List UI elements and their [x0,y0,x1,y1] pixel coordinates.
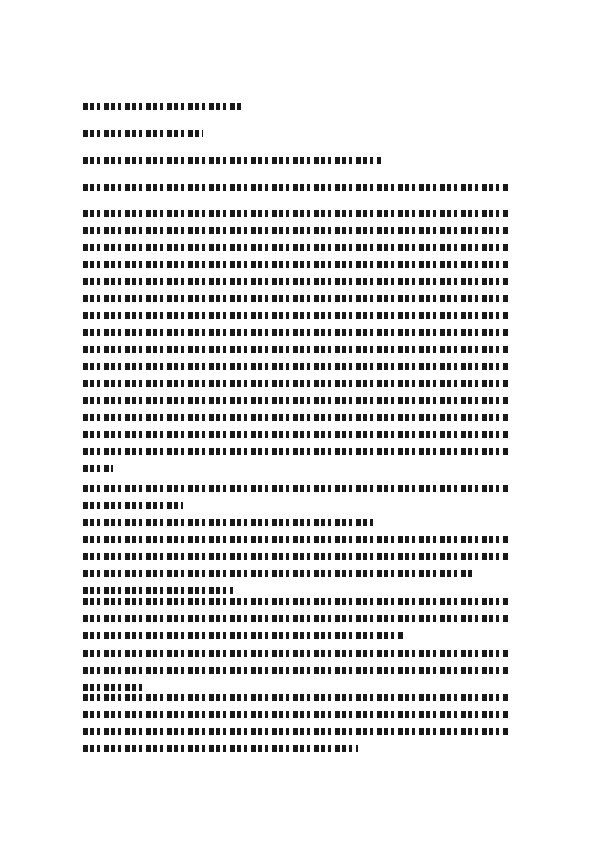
text-line-text [83,210,84,211]
text-line-text [83,278,84,279]
text-line-ink [83,312,508,319]
text-line [83,587,233,594]
text-line-ink [83,570,473,577]
text-line [83,728,508,735]
text-line-text [83,587,84,588]
text-line [83,431,508,438]
text-line-ink [83,184,508,191]
text-line [83,329,508,336]
text-line-ink [83,431,508,438]
text-line [83,103,243,110]
text-line-ink [83,519,373,526]
text-line-ink [83,632,403,639]
text-line-ink [83,728,508,735]
text-line [83,363,508,370]
text-line [83,448,508,455]
text-line [83,278,508,285]
text-line-text [83,431,84,432]
text-line-text [83,745,84,746]
text-line-ink [83,536,508,543]
text-line-ink [83,587,233,594]
text-line-ink [83,295,508,302]
text-line-text [83,465,84,466]
text-line-text [83,261,84,262]
text-line [83,210,508,217]
text-line-text [83,227,84,228]
text-line-ink [83,485,508,492]
text-line [83,130,203,137]
text-line [83,312,508,319]
text-line-ink [83,380,508,387]
text-line [83,261,508,268]
text-line-text [83,184,84,185]
text-line-ink [83,227,508,234]
text-line-text [83,130,84,131]
text-line-text [83,519,84,520]
text-line-text [83,157,84,158]
text-line [83,519,373,526]
text-line-ink [83,414,508,421]
text-line-text [83,650,84,651]
text-line-text [83,380,84,381]
text-line-ink [83,448,508,455]
text-line-text [83,329,84,330]
text-line-ink [83,667,508,674]
text-line-text [83,694,84,695]
text-line [83,536,508,543]
text-line [83,711,508,718]
text-line [83,502,183,509]
text-line [83,397,508,404]
text-line-text [83,244,84,245]
text-line-ink [83,650,508,657]
text-line-text [83,598,84,599]
text-line [83,414,508,421]
text-line-ink [83,745,358,752]
text-line [83,553,508,560]
text-line-ink [83,130,203,137]
text-line [83,184,508,191]
text-line-text [83,502,84,503]
text-line [83,157,381,164]
text-line-text [83,684,84,685]
text-line [83,598,508,605]
text-line-ink [83,502,183,509]
text-line [83,632,403,639]
text-line-text [83,295,84,296]
text-line-ink [83,346,508,353]
text-line-ink [83,694,508,701]
text-line-text [83,536,84,537]
text-line [83,745,358,752]
text-line-text [83,711,84,712]
text-line-ink [83,363,508,370]
text-line-ink [83,210,508,217]
text-line-text [83,570,84,571]
text-line [83,227,508,234]
text-line-text [83,397,84,398]
text-line [83,244,508,251]
text-line-ink [83,684,143,691]
text-line [83,485,508,492]
text-line-text [83,103,84,104]
text-line-text [83,553,84,554]
text-line-text [83,312,84,313]
text-line [83,465,113,472]
text-line-ink [83,103,243,110]
text-line [83,615,508,622]
text-line-ink [83,157,381,164]
text-line [83,667,508,674]
text-line [83,650,508,657]
text-line-ink [83,278,508,285]
text-line-text [83,615,84,616]
text-line [83,346,508,353]
text-line-text [83,363,84,364]
text-line-ink [83,553,508,560]
text-line-text [83,667,84,668]
text-line-text [83,485,84,486]
text-line-ink [83,711,508,718]
text-line-ink [83,615,508,622]
text-line-text [83,448,84,449]
text-line [83,570,473,577]
text-line-text [83,346,84,347]
text-line-ink [83,397,508,404]
text-line-ink [83,598,508,605]
text-line-ink [83,261,508,268]
text-line-ink [83,244,508,251]
text-line-text [83,728,84,729]
text-line [83,380,508,387]
text-line [83,684,143,691]
text-line-text [83,414,84,415]
text-line-ink [83,329,508,336]
text-line-text [83,632,84,633]
text-line [83,694,508,701]
text-line [83,295,508,302]
text-line-ink [83,465,113,472]
